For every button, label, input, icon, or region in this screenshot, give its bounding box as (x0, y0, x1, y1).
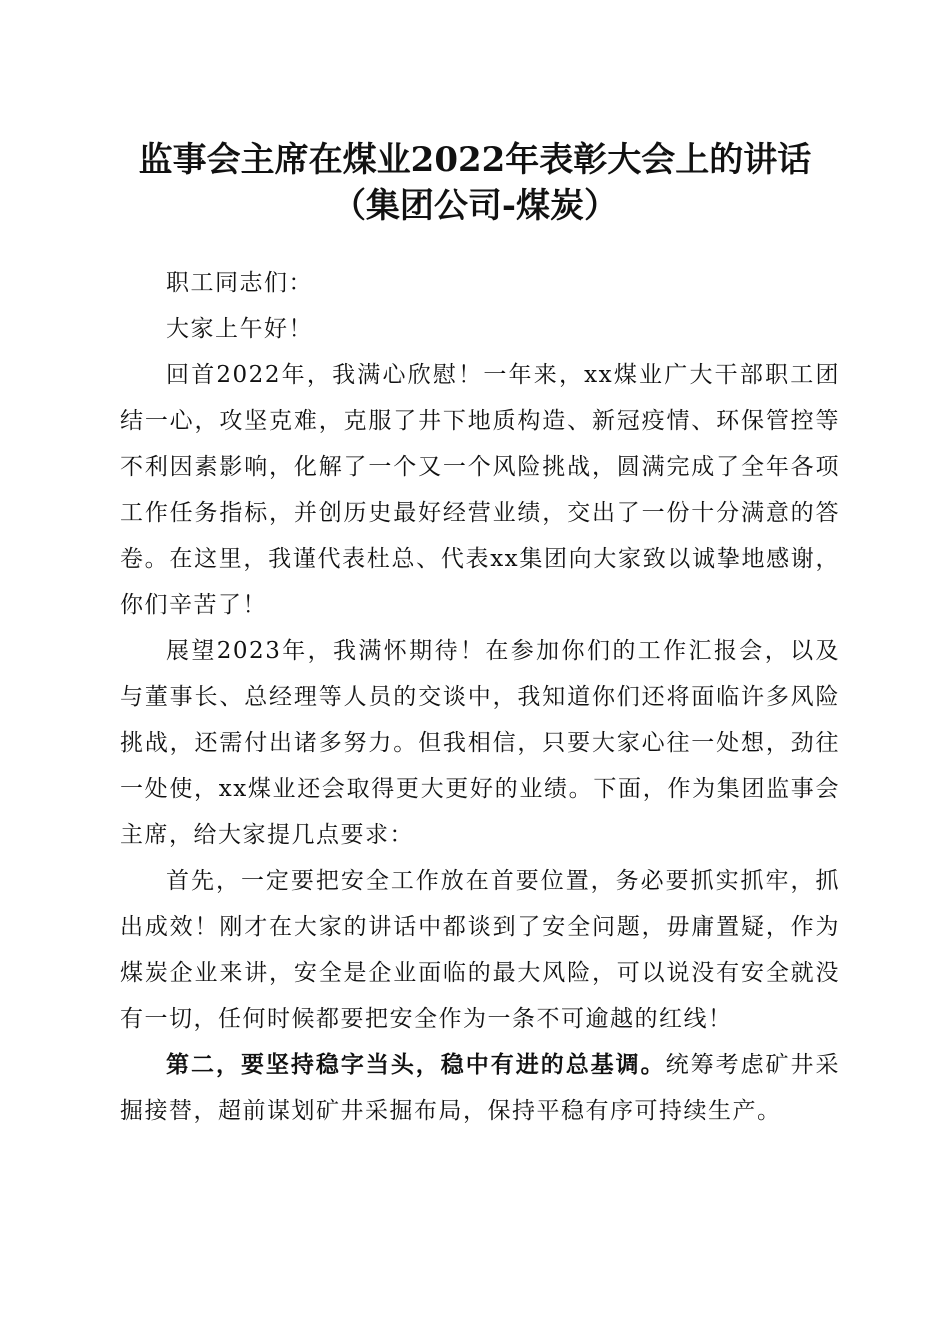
paragraph-review-2022: 回首2022年，我满心欣慰！一年来，xx煤业广大干部职工团结一心，攻坚克难，克服了井下地质构造、新冠疫情、环保管控等不利因素影响，化解了一个又一个风险挑战，圆满完成了全年各项工作任务指标，并创历史最好经营业绩，交出了一份十分满意的答卷。在这里，我谨代表杜总、代表xx集团向大家致以诚挚地感谢，你们辛苦了！ (120, 362, 840, 618)
paragraph-stability-heading: 第二，要坚持稳字当头，稳中有进的总基调。 (166, 1051, 666, 1078)
paragraph-outlook-2023: 展望2023年，我满怀期待！在参加你们的工作汇报会，以及与董事长、总经理等人员的交谈中，我知道你们还将面临许多风险挑战，还需付出诸多努力。但我相信，只要大家心往一处想，劲往一处使，xx煤业还会取得更大更好的业绩。下面，作为集团监事会主席，给大家提几点要求： (120, 638, 840, 848)
paragraph-stability (120, 1042, 840, 1134)
document-subtitle: （集团公司-煤炭） (331, 186, 619, 226)
paragraph-stability-text: 统筹考虑矿井采掘接替，超前谋划矿井采掘布局，保持平稳有序可持续生产。 (120, 1052, 841, 1124)
document-title: 监事会主席在煤业2022年表彰大会上的讲话 (138, 140, 812, 180)
document-body (120, 260, 840, 1134)
greeting: 大家上午好！ (166, 316, 313, 342)
paragraph-safety-first: 首先，一定要把安全工作放在首要位置，务必要抓实抓牢，抓出成效！刚才在大家的讲话中都谈到了安全问题，毋庸置疑，作为煤炭企业来讲，安全是企业面临的最大风险，可以说没有安全就没有一切，任何时候都要把安全作为一条不可逾越的红线！ (120, 868, 840, 1032)
salutation: 职工同志们： (166, 270, 313, 296)
